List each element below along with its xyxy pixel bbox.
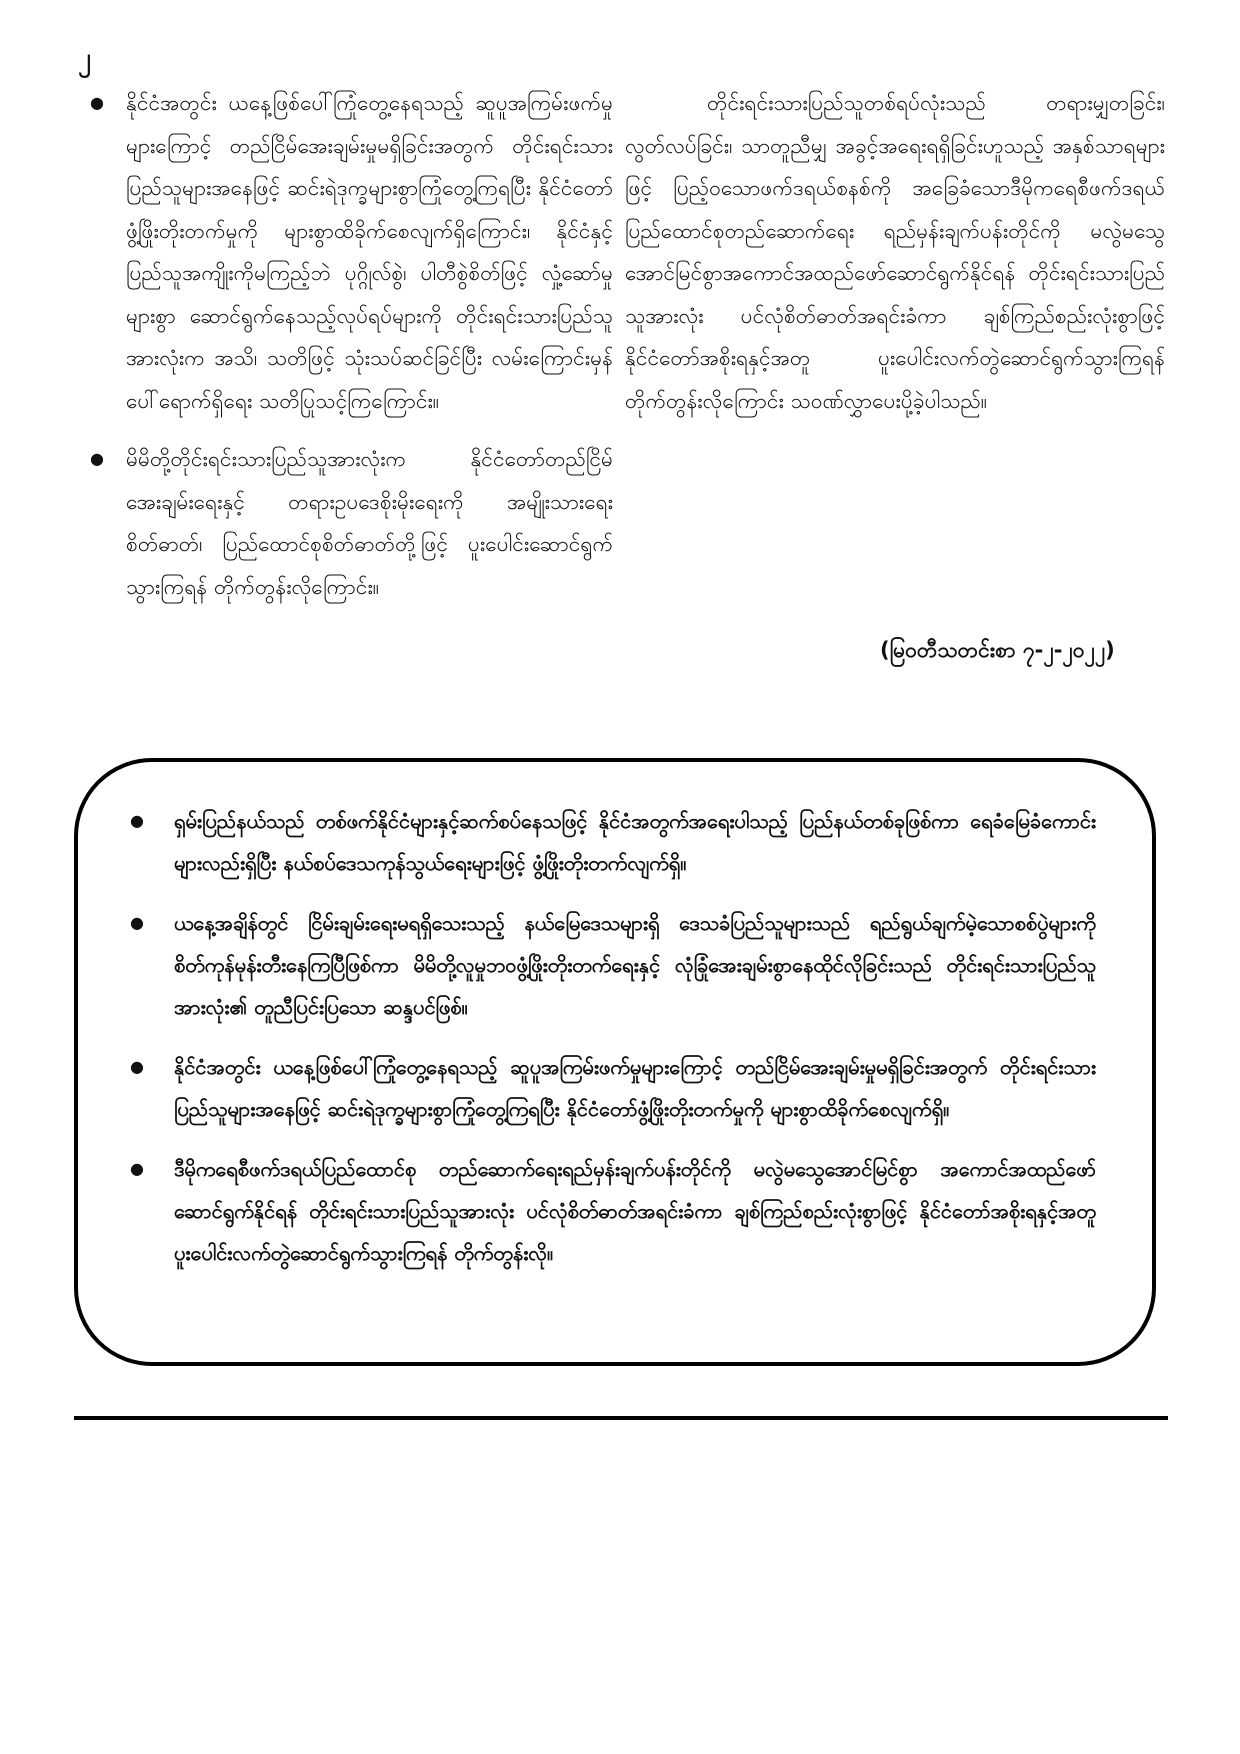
right-paragraph: တိုင်းရင်းသားပြည်သူတစ်ရပ်လုံးသည် တရားမျှတခြင်း၊ လွတ်လပ်ခြင်း၊ သာတူညီမျှ အခွင့်အရေးရရှိခြင်းဟူသည့် အနှစ်သာရများဖြင့် ပြည့်ဝသောဖက်ဒရယ်စနစ်ကို အခြေခံသောဒီမိုကရေစီဖက်ဒရယ်ပြည်ထောင်စုတည်ဆောက်ရေး ရည်မှန်းချက်ပန်းတိုင်ကို မလွဲမသွေအောင်မြင်စွာအကောင်အထည်ဖော်ဆောင်ရွက်နိုင်ရန် တိုင်းရင်းသားပြည်သူအားလုံး ပင်လုံစိတ်ဓာတ်အရင်းခံကာ ချစ်ကြည်စည်းလုံးစွာဖြင့် နိုင်ငံတော်အစိုးရနှင့်အတူ ပူးပေါင်းလက်တွဲဆောင်ရွက်သွားကြရန် တိုက်တွန်းလိုကြောင်း သဝဏ်လွှာပေးပို့ခဲ့ပါသည်။ bbox=[625, 91, 1165, 413]
right-column bbox=[625, 82, 1165, 422]
summary-item: ● ယနေ့အချိန်တွင် ငြိမ်းချမ်းရေးမရရှိသေးသည့် နယ်မြေဒေသများရှိ ဒေသခံပြည်သူများသည် ရည်ရွယ်ချက်မဲ့သောစစ်ပွဲများကို စိတ်ကုန်မုန်းတီးနေကြပြီဖြစ်ကာ မိမိတို့လူမှုဘဝဖွံ့ဖြိုးတိုးတက်ရေးနှင့် လုံခြုံအေးချမ်းစွာနေထိုင်လိုခြင်းသည် တိုင်းရင်းသားပြည်သူအားလုံး၏ တူညီပြင်းပြသော ဆန္ဒပင်ဖြစ်။ bbox=[116, 902, 1096, 1028]
left-bullet-item: ● နိုင်ငံအတွင်း ယနေ့ဖြစ်ပေါ်ကြုံတွေ့နေရသည့် ဆူပူအကြမ်းဖက်မှုများကြောင့် တည်ငြိမ်အေးချမ်းမှုမရှိခြင်းအတွက် တိုင်းရင်းသားပြည်သူများအနေဖြင့် ဆင်းရဲဒုက္ခများစွာကြုံတွေ့ကြရပြီး နိုင်ငံတော်ဖွံ့ဖြိုးတိုးတက်မှုကို များစွာထိခိုက်စေလျက်ရှိကြောင်း၊ နိုင်ငံနှင့် ပြည်သူအကျိုးကိုမကြည့်ဘဲ ပုဂ္ဂိုလ်စွဲ၊ ပါတီစွဲစိတ်ဖြင့် လှုံ့ဆော်မှုများစွာ ဆောင်ရွက်နေသည့်လုပ်ရပ်များကို တိုင်းရင်းသားပြည်သူအားလုံးက အသိ၊ သတိဖြင့် သုံးသပ်ဆင်ခြင်ပြီး လမ်းကြောင်းမှန်ပေါ်ရောက်ရှိရေး သတိပြုသင့်ကြကြောင်း။ bbox=[88, 82, 613, 422]
left-column bbox=[88, 82, 613, 624]
summary-item: ● နိုင်ငံအတွင်း ယနေ့ဖြစ်ပေါ်ကြုံတွေ့နေရသည့် ဆူပူအကြမ်းဖက်မှုများကြောင့် တည်ငြိမ်အေးချမ်းမှုမရှိခြင်းအတွက် တိုင်းရင်းသားပြည်သူများအနေဖြင့် ဆင်းရဲဒုက္ခများစွာကြုံတွေ့ကြရပြီး နိုင်ငံတော်ဖွံ့ဖြိုးတိုးတက်မှုကို များစွာထိခိုက်စေလျက်ရှိ။ bbox=[116, 1046, 1096, 1130]
summary-box bbox=[74, 758, 1156, 1366]
horizontal-rule bbox=[74, 1416, 1168, 1420]
summary-list bbox=[116, 800, 1096, 1274]
left-bullet-list bbox=[88, 82, 613, 608]
summary-item: ● ရှမ်းပြည်နယ်သည် တစ်ဖက်နိုင်ငံများနှင့်ဆက်စပ်နေသဖြင့် နိုင်ငံအတွက်အရေးပါသည့် ပြည်နယ်တစ်ခုဖြစ်ကာ ရေခံမြေခံကောင်းများလည်းရှိပြီး နယ်စပ်ဒေသကုန်သွယ်ရေးများဖြင့် ဖွံ့ဖြိုးတိုးတက်လျက်ရှိ။ bbox=[116, 800, 1096, 884]
page-number: ၂ bbox=[78, 43, 91, 73]
source-citation: (မြဝတီသတင်းစာ ၇-၂-၂၀၂၂) bbox=[880, 638, 1115, 662]
summary-item: ● ဒီမိုကရေစီဖက်ဒရယ်ပြည်ထောင်စု တည်ဆောက်ရေးရည်မှန်းချက်ပန်းတိုင်ကို မလွဲမသွေအောင်မြင်စွာ အကောင်အထည်ဖော်ဆောင်ရွက်နိုင်ရန် တိုင်းရင်းသားပြည်သူအားလုံး ပင်လုံစိတ်ဓာတ်အရင်းခံကာ ချစ်ကြည်စည်းလုံးစွာဖြင့် နိုင်ငံတော်အစိုးရနှင့်အတူ ပူးပေါင်းလက်တွဲဆောင်ရွက်သွားကြရန် တိုက်တွန်းလို။ bbox=[116, 1148, 1096, 1274]
left-bullet-item: ● မိမိတို့တိုင်းရင်းသားပြည်သူအားလုံးက နိုင်ငံတော်တည်ငြိမ်အေးချမ်းရေးနှင့် တရားဥပဒေစိုးမိုးရေးကို အမျိုးသားရေးစိတ်ဓာတ်၊ ပြည်ထောင်စုစိတ်ဓာတ်တို့ဖြင့် ပူးပေါင်းဆောင်ရွက်သွားကြရန် တိုက်တွန်းလိုကြောင်း။ bbox=[88, 438, 613, 608]
